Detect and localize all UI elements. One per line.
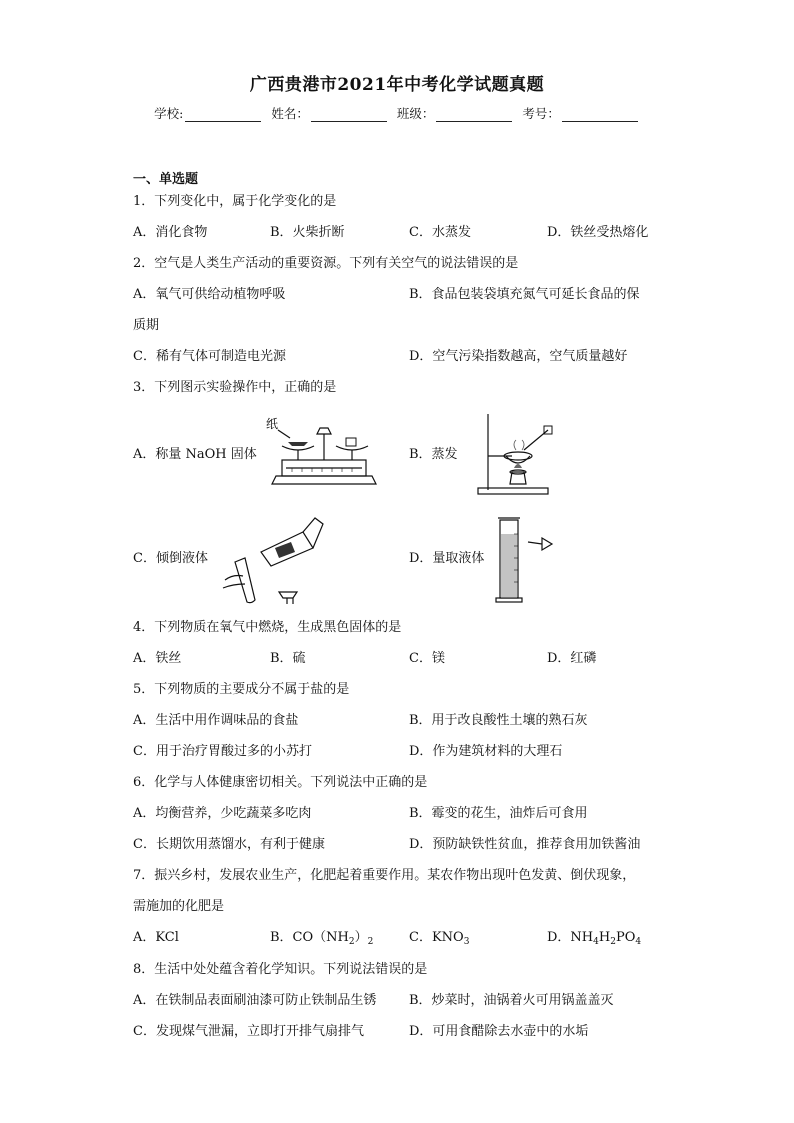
q7-option-a[interactable]: A．KCl: [133, 930, 179, 945]
q8-option-b[interactable]: B．炒菜时，油锅着火可用锅盖盖灭: [409, 993, 614, 1008]
q3-stem: 3．下列图示实验操作中，正确的是: [133, 380, 337, 395]
q6-stem: 6．化学与人体健康密切相关。下列说法中正确的是: [133, 775, 428, 790]
q8-option-d[interactable]: D．可用食醋除去水壶中的水垢: [409, 1024, 589, 1039]
q4-option-b[interactable]: B．硫: [270, 651, 306, 666]
evaporation-figure: [472, 410, 562, 496]
exam-no-field[interactable]: [562, 109, 638, 122]
q5-stem: 5．下列物质的主要成分不属于盐的是: [133, 682, 350, 697]
q4-option-d[interactable]: D．红磷: [547, 651, 597, 666]
q3-option-b[interactable]: B．蒸发: [409, 447, 458, 462]
q8-option-c[interactable]: C．发现煤气泄漏，立即打开排气扇排气: [133, 1024, 364, 1039]
q2-stem: 2．空气是人类生产活动的重要资源。下列有关空气的说法错误的是: [133, 256, 519, 271]
q1-option-a[interactable]: A．消化食物: [133, 225, 208, 240]
q2-option-b-continued: 质期: [133, 318, 160, 333]
q1-stem: 1．下列变化中，属于化学变化的是: [133, 194, 337, 209]
q4-stem: 4．下列物质在氧气中燃烧，生成黑色固体的是: [133, 620, 402, 635]
q5-option-a[interactable]: A．生活中用作调味品的食盐: [133, 713, 299, 728]
q5-option-d[interactable]: D．作为建筑材料的大理石: [409, 744, 563, 759]
q7-stem: 7．振兴乡村，发展农业生产，化肥起着重要作用。某农作物出现叶色发黄、倒伏现象，: [133, 868, 636, 883]
q4-option-c[interactable]: C．镁: [409, 651, 445, 666]
name-label: 姓名：: [271, 106, 309, 121]
q3-option-a[interactable]: A．称量 NaOH 固体: [133, 447, 257, 462]
class-label: 班级：: [396, 106, 435, 121]
q6-option-b[interactable]: B．霉变的花生，油炸后可食用: [409, 806, 588, 821]
exam-no-label: 考号：: [522, 106, 560, 121]
q2-option-c[interactable]: C．稀有气体可制造电光源: [133, 349, 286, 364]
graduated-cylinder-figure: [488, 514, 568, 606]
section-title: 一、单选题: [133, 172, 199, 187]
q8-stem: 8．生活中处处蕴含着化学知识。下列说法错误的是: [133, 962, 428, 977]
q8-option-a[interactable]: A．在铁制品表面刷油漆可防止铁制品生锈: [133, 993, 377, 1008]
class-field[interactable]: [436, 109, 512, 122]
q7-option-c[interactable]: C．$KNO_3$: [409, 930, 470, 947]
q5-option-b[interactable]: B．用于改良酸性土壤的熟石灰: [409, 713, 588, 728]
q1-option-d[interactable]: D．铁丝受热熔化: [547, 225, 649, 240]
q2-option-a[interactable]: A．氧气可供给动植物呼吸: [133, 287, 286, 302]
q1-option-c[interactable]: C．水蒸发: [409, 225, 471, 240]
page-title: 广西贵港市2021年中考化学试题真题: [249, 75, 545, 95]
q4-option-a[interactable]: A．铁丝: [133, 651, 182, 666]
q7-stem-continued: 需施加的化肥是: [133, 899, 225, 914]
student-info-line: [0, 104, 794, 122]
q6-option-d[interactable]: D．预防缺铁性贫血，推荐食用加铁酱油: [409, 837, 641, 852]
name-field[interactable]: [311, 109, 387, 122]
q5-option-c[interactable]: C．用于治疗胃酸过多的小苏打: [133, 744, 312, 759]
school-field[interactable]: [185, 109, 261, 122]
q2-option-b[interactable]: B．食品包装袋填充氮气可延长食品的保: [409, 287, 640, 302]
q6-option-a[interactable]: A．均衡营养，少吃蔬菜多吃肉: [133, 806, 312, 821]
q1-option-b[interactable]: B．火柴折断: [270, 225, 345, 240]
paper-label: 纸: [266, 417, 279, 431]
pouring-liquid-figure: [215, 514, 325, 606]
q3-option-c[interactable]: C．倾倒液体: [133, 551, 208, 566]
q7-option-b[interactable]: B．$CO(NH_2)_2$: [270, 930, 374, 947]
q6-option-c[interactable]: C．长期饮用蒸馏水，有利于健康: [133, 837, 325, 852]
balance-scale-figure: [262, 414, 386, 494]
q2-option-d[interactable]: D．空气污染指数越高，空气质量越好: [409, 349, 628, 364]
q7-option-d[interactable]: D．$NH_4H_2PO_4$: [547, 930, 642, 947]
school-label: 学校:: [154, 106, 184, 121]
q3-option-d[interactable]: D．量取液体: [409, 551, 485, 566]
